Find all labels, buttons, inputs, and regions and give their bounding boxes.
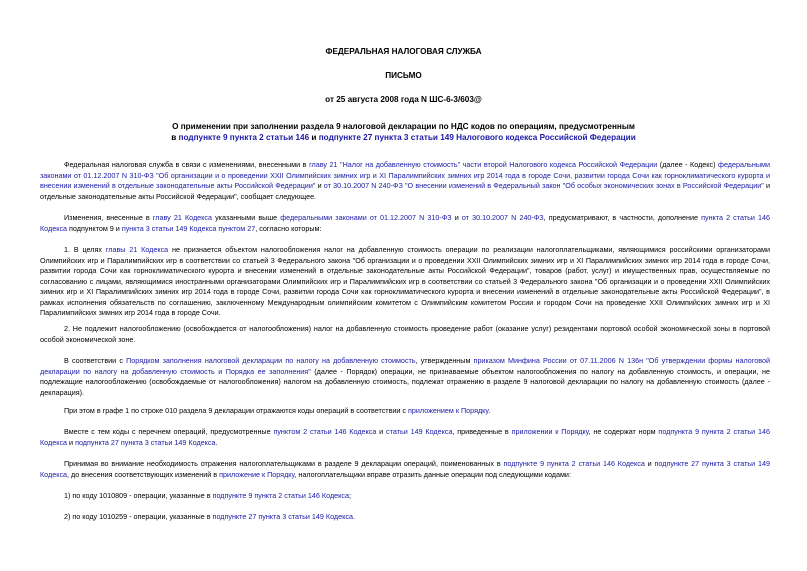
- link-clause-2-art-146-b[interactable]: пунктом 2 статьи 146 Кодекса: [273, 427, 377, 436]
- paragraph-interim-codes: Принимая во внимание необходимость отражения налогоплательщиками в разделе 9 декларации операций, поименованных в подпункте 9 пункта 2 статьи 146 Кодекса и подпункте 27 пункта 3 статьи 149 Кодекса, до внесения соответствующих изменений в приложение к Порядку, налогоплательщики вправе отразить данные операции под следующими кодами:: [40, 459, 771, 479]
- paragraph-item-2: 2. Не подлежит налогообложению (освобождается от налогообложения) налог на добавленную стоимость проведение работ (оказание услуг) резидентами портовой особой экономической зоны в портовой особой экономической зоне.: [40, 324, 770, 344]
- paragraph-intro: Федеральная налоговая служба в связи с изменениями, внесенными в главу 21 "Налог на добавленную стоимость" части второй Налогового кодекса Российской Федерации (далее - Кодекс) федеральными законами от 01.12.2007 N 310-ФЗ "Об организации и о проведении XXII Олимпийских зимних игр и XI Паралимпийских зимних игр 2014 года в городе Сочи, развитии города Сочи как горноклиматического курорта и внесении изменений в отдельные законодательные акты Российской Федерации" и от 30.10.2007 N 240-ФЗ "О внесении изменений в Федеральный закон "Об особых экономических зонах в Российской Федерации" и отдельные законодательные акты Российской Федерации", сообщает следующее.: [40, 160, 771, 201]
- link-subclause-27-art-149-b[interactable]: подпункте 27 пункта 3 статьи 149 Кодекса: [40, 459, 771, 479]
- paragraph-procedure: В соответствии с Порядком заполнения налоговой декларации по налогу на добавленную стоимость, утвержденным приказом Минфина России от 07.11.2006 N 136н "Об утверждении формы налоговой декларации по налогу на добавленную стоимость и Порядка ее заполнения" (далее - Порядок) операции, не признаваемые объектом налогообложения по налогу на добавленную стоимость, и операции, не подлежащие налогообложению (освобождаемые от налогообложения) налогом на добавленную стоимость, подлежат отражению в разделе 9 налоговой декларации по налогу на добавленную стоимость (далее - декларация).: [40, 356, 771, 397]
- link-law-310fz[interactable]: федеральными законами от 01.12.2007 N 310-ФЗ "Об организации и о проведении XXII Олимпийских зимних игр и XI Паралимпийских зимних игр 2014 года в городе Сочи, развитии города Сочи как горноклиматического курорта и внесении изменений в отдельные законодательные акты Российской Федерации": [40, 160, 771, 190]
- subject-line-1: О применении при заполнении раздела 9 налоговой декларации по НДС кодов по операциям, предусмотренным: [172, 122, 635, 131]
- link-subclause-9-art-146-c[interactable]: подпункте 9 пункта 2 статьи 146 Кодекса: [212, 491, 349, 500]
- link-chapter-21-code[interactable]: главу 21 Кодекса: [152, 213, 212, 222]
- link-procedure-appendix-3[interactable]: приложение к Порядку: [219, 469, 295, 479]
- paragraph-missing-codes: Вместе с тем коды с перечнем операций, предусмотренные пунктом 2 статьи 146 Кодекса и статьи 149 Кодекса, приведенные в приложении к Порядку, не содержат норм подпункта 9 пункта 2 статьи 146 Кодекса и подпункта 27 пункта 3 статьи 149 Кодекса.: [40, 427, 770, 447]
- link-law-310fz-2[interactable]: федеральными законами от 01.12.2007 N 310-ФЗ: [280, 213, 452, 222]
- link-subclause-9-art-146-b[interactable]: подпункте 9 пункта 2 статьи 146 Кодекса: [503, 459, 645, 468]
- link-chapter-21-code-2[interactable]: главы 21 Кодекса: [105, 245, 169, 254]
- paragraph-changes: Изменения, внесенные в главу 21 Кодекса указанными выше федеральными законами от 01.12.2007 N 310-ФЗ и от 30.10.2007 N 240-ФЗ, предусматривают, в частности, дополнение пункта 2 статьи 146 Кодекса подпунктом 9 и пункта 3 статьи 149 Кодекса пунктом 27, согласно которым:: [40, 213, 770, 233]
- link-subclause-27-art-149-c[interactable]: подпункте 27 пункта 3 статьи 149 Кодекса: [212, 512, 353, 521]
- link-art-149[interactable]: статьи 149 Кодекса: [386, 427, 453, 436]
- list-item-code-1010259: 2) по коду 1010259 - операции, указанные в подпункте 27 пункта 3 статьи 149 Кодекса.: [64, 512, 355, 521]
- list-item-code-1010809: 1) по коду 1010809 - операции, указанные в подпункте 9 пункта 2 статьи 146 Кодекса;: [64, 491, 351, 500]
- link-filling-procedure[interactable]: Порядком заполнения налоговой декларации по налогу на добавленную стоимость: [126, 356, 416, 365]
- link-law-240fz-2[interactable]: от 30.10.2007 N 240-ФЗ: [461, 213, 544, 222]
- link-minfin-order[interactable]: приказом Минфина России от 07.11.2006 N 136н "Об утверждении формы налоговой декларации по налогу на добавленную стоимость и Порядка ее заполнения": [40, 356, 771, 376]
- link-chapter-21[interactable]: главу 21 "Налог на добавленную стоимость" части второй Налогового кодекса Российской Федерации: [309, 160, 658, 169]
- link-procedure-appendix-2[interactable]: приложении к Порядку: [511, 427, 589, 436]
- agency-name: ФЕДЕРАЛЬНАЯ НАЛОГОВАЯ СЛУЖБА: [325, 47, 482, 56]
- link-subject-149[interactable]: подпункте 27 пункта 3 статьи 149 Налогового кодекса Российской Федерации: [318, 133, 636, 142]
- link-clause-2-art-146[interactable]: пункта 2 статьи 146 Кодекса: [40, 213, 770, 233]
- link-clause-3-art-149[interactable]: пункта 3 статьи 149 Кодекса пунктом 27: [121, 223, 256, 233]
- document-type: ПИСЬМО: [385, 71, 422, 80]
- document-date-number: от 25 августа 2008 года N ШС-6-3/603@: [325, 95, 482, 104]
- paragraph-item-1: 1. В целях главы 21 Кодекса не признается объектом налогообложения налог на добавленную стоимость операции по реализации налогоплательщиками, являющимися российскими организаторами Олимпийских игр и Паралимпийских игр в соответствии со статьей 3 Федерального закона "Об организации и о проведении XXII Олимпийских зимних игр и XI Паралимпийских зимних игр 2014 года в городе Сочи, развитии города Сочи как горноклиматического курорта и внесении изменений в отдельные законодательные акты Российской Федерации", товаров (работ, услуг) и имущественных прав, осуществляемые по согласованию с лицами, являющимися иностранными организаторами Олимпийских игр и Паралимпийских игр в соответствии со статьей 3 Федерального закона "Об организации и о проведении XXII Олимпийских зимних игр и XI Паралимпийских зимних игр 2014 года в городе Сочи, развитии города Сочи как горноклиматического курорта и внесении изменений в отдельные законодательные акты Российской Федерации", в рамках исполнения обязательств по соглашению, заключенному Международным олимпийским комитетом с Олимпийским комитетом России и городом Сочи на проведение XXII Олимпийских зимних игр и XI Паралимпийских зимних игр 2014 года в городе Сочи.: [40, 245, 770, 317]
- link-law-240fz[interactable]: от 30.10.2007 N 240-ФЗ "О внесении изменений в Федеральный закон "Об особых экономических зонах в Российской Федерации": [323, 181, 764, 190]
- link-subclause-9-art-146[interactable]: подпункта 9 пункта 2 статьи 146 Кодекса: [40, 427, 770, 447]
- link-subclause-27-art-149[interactable]: подпункта 27 пункта 3 статьи 149 Кодекса: [75, 437, 216, 447]
- document-subject: [40, 121, 767, 143]
- link-procedure-appendix[interactable]: приложением к Порядку: [408, 406, 489, 415]
- link-subject-146[interactable]: подпункте 9 пункта 2 статьи 146: [178, 133, 310, 142]
- subject-line-2: в подпункте 9 пункта 2 статьи 146 и подпункте 27 пункта 3 статьи 149 Налогового кодекса Российской Федерации: [171, 133, 636, 142]
- paragraph-codes: При этом в графе 1 по строке 010 раздела 9 декларации отражаются коды операций в соответствии с приложением к Порядку.: [64, 406, 491, 415]
